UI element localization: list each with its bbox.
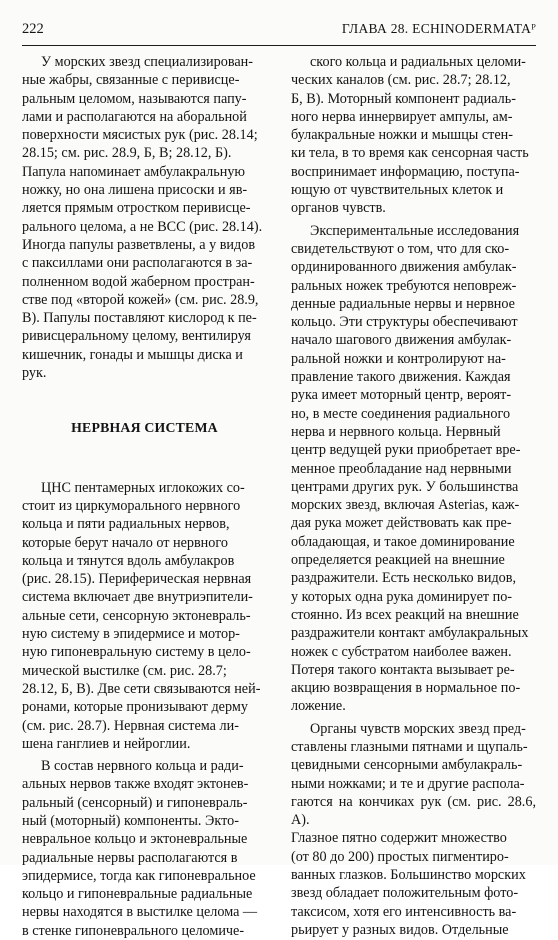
paragraph-nerve-ring: В состав нервного кольца и ради- альных нервов также входят эктонев- ральный (сенсорный) и гипоневраль- ный (моторный) компоненты. Экто- невральное кольцо и эктоневральные радиальные нервы располагаются в эпидермисе, тогда как гипоневральное кольцо и гипоневральные радиальные нервы находятся в выстилке целома — в стенке гипоневрального целомиче- [22, 758, 258, 939]
page-header [22, 18, 536, 40]
paragraph-cns: ЦНС пентамерных иглокожих со- стоит из циркуморального нервного кольца и пяти радиальных нервов, которые берут начало от нервного кольца и тянутся вдоль амбулакров (рис. 28.15). Периферическая нервная система включает две внутриэпители- альные сети, сенсорную эктоневраль- ную систему в эпидермисе и мотор- ную гипоневральную систему в цело- мической выстилке (см. рис. 28.7; 28.12, Б, В). Две сети связываются ней- ронами, которые пронизывают дерму (см. рис. 28.7). Нервная система ли- шена ганглиев и нейроглии. [22, 479, 261, 752]
paragraph-papulae: У морских звезд специализирован- ные жабры, связанные с перивисце- ральным целомом, называются папу- лами и располагаются на аборальной поверхности мясистых рук (рис. 28.14; 28.15; см. рис. 28.9, Б, В; 28.12, Б). Папула напоминает амбулакральную ножку, но она лишена присоски и яв- ляется прямым отростком перивисце- рального целома, а не ВСС (рис. 28.14). Иногда папулы разветвлены, а у видов с паксиллами они располагаются в за- полненном водой жаберном простран- стве под «второй кожей» (см. рис. 28.9, В). Папулы поставляют кислород к пе- ривисцеральному целому, вентилируя кишечник, гонады и мышцы диска и рук. [22, 54, 263, 382]
page-number: 222 [22, 21, 44, 37]
right-column [291, 53, 536, 939]
paragraph-motor-component: ского кольца и радиальных целоми- ческих каналов (см. рис. 28.7; 28.12, Б, В). Моторный компонент радиаль- ного нерва иннервирует ампулы, ам- булакральные ножки и мышцы стен- ки тела, в то время как сенсорная часть воспринимает информацию, поступа- ющую от чувствительных клеток и органов чувств. [291, 54, 529, 217]
section-heading-nervous-system: НЕРВНАЯ СИСТЕМА [71, 420, 218, 436]
paragraph-sense-organs: Органы чувств морских звезд пред- ставлены глазными пятнами и щупаль- цевидными сенсорными амбулакраль- ными ножками; и те и другие распола- гаются на кончиках рук (см. рис. 28.6, А). Глазное пятно содержит множество (от 80 до 200) простых пигментиро- ванных глазков. Большинство морских звезд обладает положительным фото- таксисом, хотя его интенсивность ва- рьирует у разных видов. Отдельные [291, 720, 536, 938]
paragraph-experiments: Экспериментальные исследования свидетельствуют о том, что для ско- ординированного движения амбулак- ральных ножек требуются неповреж- денные радиальные нервы и нервное кольцо. Эти структуры обеспечивают начало шагового движения амбулак- ральной ножки и контролируют на- правление такого движения. Каждая рука имеет моторный центр, вероят- но, в месте соединения радиального нерва и нервного кольца. Нервный центр ведущей руки приобретает вре- менное преобладание над нервными центрами других рук. У большинства морских звезд, включая Asterias, каж- дая рука может действовать как пре- обладающая, и такое доминирование определяется реакцией на внешние раздражители. Есть несколько видов, у которых одна рука доминирует по- стоянно. Из всех реакций на внешние раздражители контакт амбулакральных ножек с субстратом наиболее важен. Потеря такого контакта вызывает ре- акцию возвращения в нормальное по- ложение. [291, 222, 529, 715]
running-head: ГЛАВА 28. ECHINODERMATAᴾ [341, 21, 536, 36]
left-column [22, 53, 267, 940]
header-rule [22, 45, 536, 46]
